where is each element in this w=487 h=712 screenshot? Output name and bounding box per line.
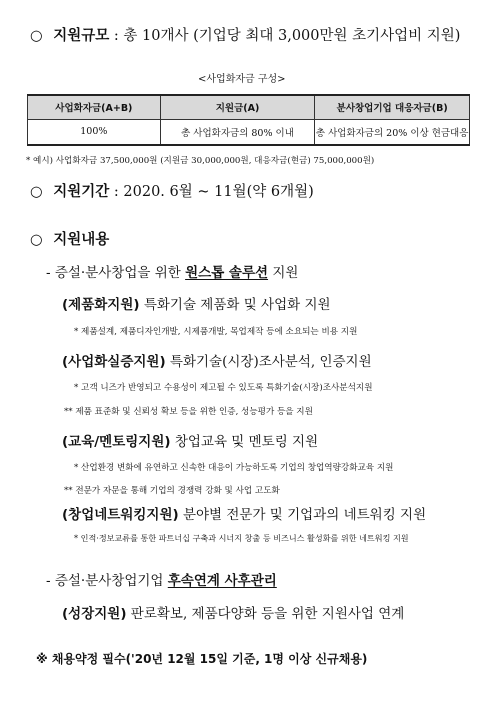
item-tag: (창업네트워킹지원) [62, 507, 179, 523]
item-text: 특화기술(시장)조사분석, 인증지원 [165, 354, 372, 370]
section-scale [30, 24, 460, 45]
item-tag: (교육/멘토링지원) [62, 434, 171, 450]
subsection-emphasis: 후속연계 사후관리 [167, 573, 277, 589]
item-tag: (성장지원) [62, 606, 127, 622]
table-row [28, 119, 470, 145]
item-note: * 고객 니즈가 반영되고 수용성이 제고될 수 있도록 특화기술(시장)조사분석지원 [74, 383, 373, 393]
table-cell: 100% [28, 119, 161, 145]
table-header: 분사창업기업 대응자금(B) [315, 95, 470, 119]
subsection-text: - 증설·분사창업기업 [46, 573, 168, 589]
support-item-product [62, 293, 331, 313]
support-item-validation [62, 350, 372, 370]
item-tag: (제품화지원) [62, 297, 140, 313]
circle-bullet-icon: ○ [30, 232, 43, 248]
item-note: * 산업환경 변화에 유연하고 신속한 대응이 가능하도록 기업의 창업역량강화교육 지원 [74, 463, 394, 473]
circle-bullet-icon: ○ [30, 28, 43, 44]
section-text-scale: : 총 10개사 (기업당 최대 3,000만원 초기사업비 지원) [109, 28, 461, 44]
section-content [30, 228, 109, 249]
subsection-followup [46, 569, 277, 589]
section-text-period: : 2020. 6월 ~ 11월(약 6개월) [109, 184, 314, 200]
subsection-emphasis: 원스톱 솔루션 [185, 265, 269, 281]
item-tag: (사업화실증지원) [62, 354, 166, 370]
item-note: * 제품설계, 제품디자인개발, 시제품개발, 목업제작 등에 소요되는 비용 지원 [74, 327, 358, 337]
subsection-text: 지원 [268, 265, 299, 281]
support-item-mentoring [62, 430, 318, 450]
support-item-networking [62, 503, 426, 523]
item-text: 특화기술 제품화 및 사업화 지원 [139, 297, 331, 313]
section-label-content: 지원내용 [53, 232, 110, 248]
subsection-text: - 증설·분사창업을 위한 [46, 265, 186, 281]
table-cell: 총 사업화자금의 20% 이상 현금대응 [315, 119, 470, 145]
subsection-onestop [46, 261, 298, 281]
table-cell: 총 사업화자금의 80% 이내 [160, 119, 315, 145]
support-item-growth [62, 602, 404, 622]
circle-bullet-icon: ○ [30, 184, 43, 200]
item-note: ** 전문가 자문을 통해 기업의 경쟁력 강화 및 사업 고도화 [64, 486, 280, 496]
section-period [30, 180, 314, 201]
item-text: 창업교육 및 멘토링 지원 [170, 434, 319, 450]
funding-table [27, 94, 470, 146]
item-text: 판로확보, 제품다양화 등을 위한 지원사업 연계 [126, 606, 405, 622]
item-note: ** 제품 표준화 및 신뢰성 확보 등을 위한 인증, 성능평가 등을 지원 [64, 407, 313, 417]
item-note: * 인적·정보교류를 통한 파트너십 구축과 시너지 창출 등 비즈니스 활성화를 위한 네트워킹 지원 [74, 533, 409, 543]
employment-requirement: ※ 채용약정 필수('20년 12월 15일 기준, 1명 이상 신규채용) [36, 652, 368, 666]
table-caption: <사업화자금 구성> [198, 74, 286, 85]
table-header: 지원금(A) [160, 95, 315, 119]
table-header: 사업화자금(A+B) [28, 95, 161, 119]
section-label-scale: 지원규모 [53, 28, 110, 44]
example-note: * 예시) 사업화자금 37,500,000원 (지원금 30,000,000원, 대응자금(현금) 75,000,000원) [26, 156, 375, 166]
item-text: 분야별 전문가 및 기업과의 네트워킹 지원 [178, 507, 427, 523]
section-label-period: 지원기간 [53, 184, 110, 200]
